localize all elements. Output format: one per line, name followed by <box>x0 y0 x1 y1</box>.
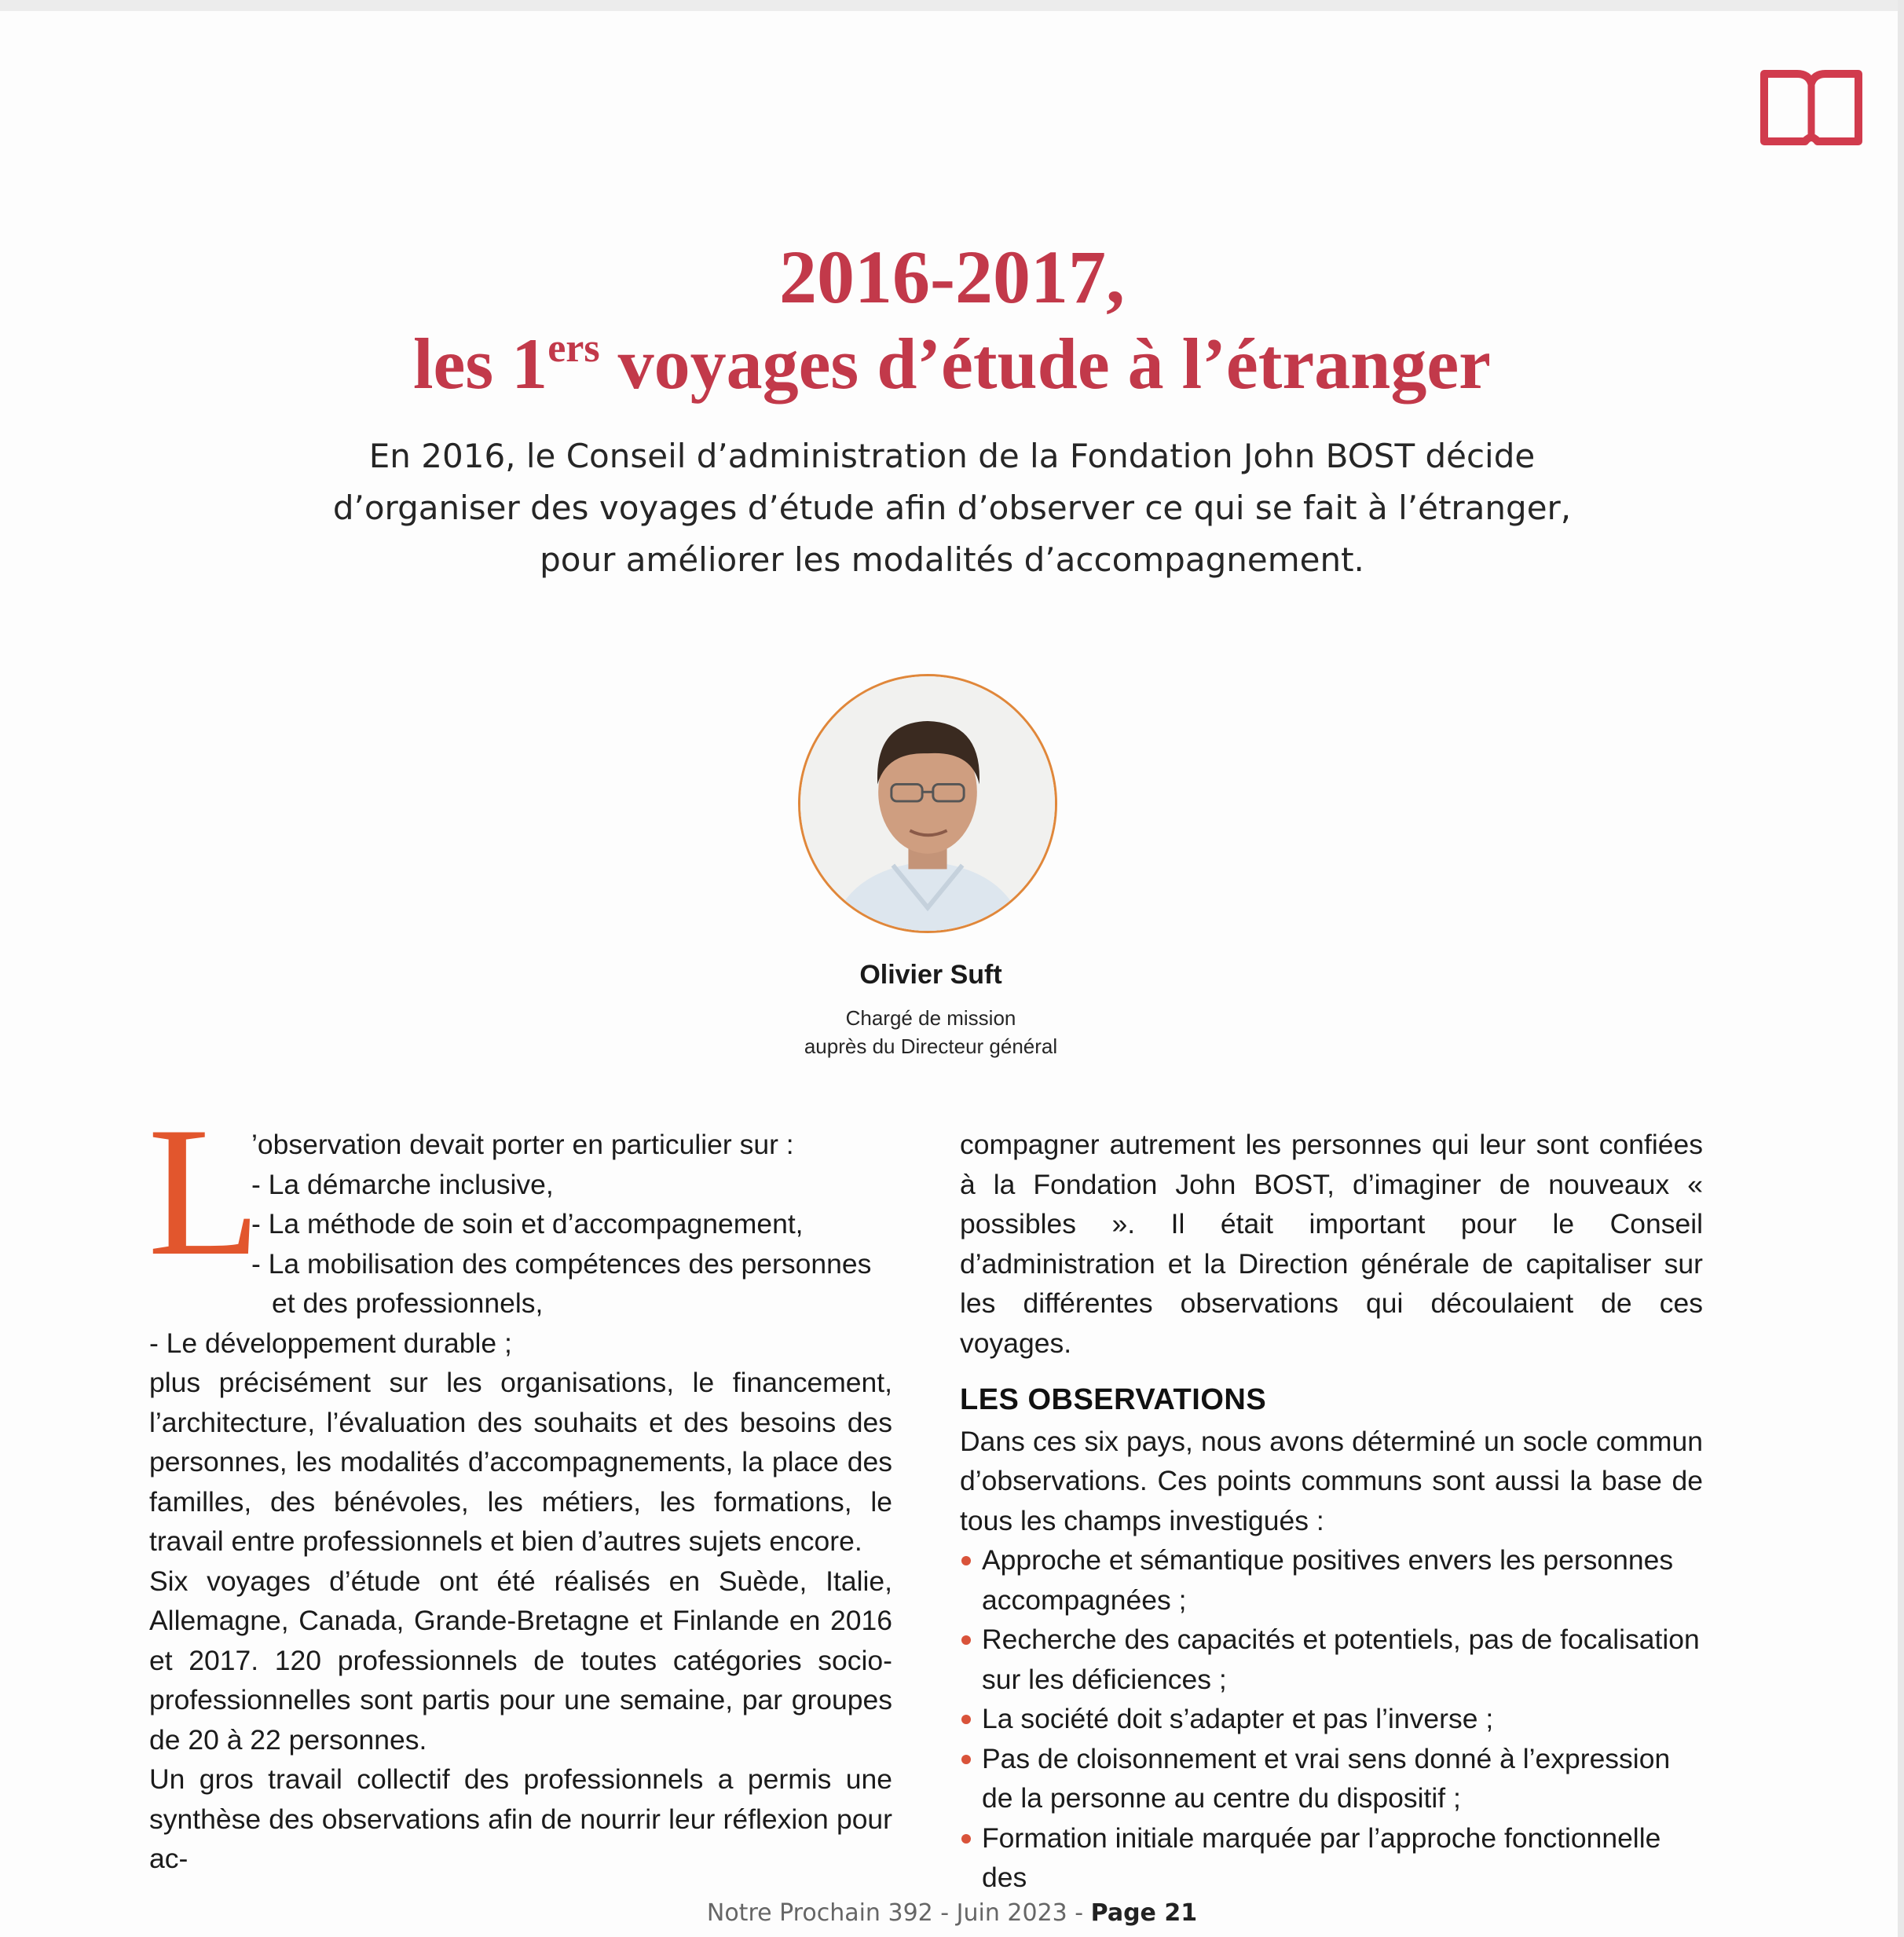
page-footer <box>0 1899 1904 1927</box>
title-line-2-end: voyages d’étude à l’étranger <box>599 324 1492 405</box>
person-role-line-1: Chargé de mission <box>845 1006 1016 1030</box>
body-paragraph: plus précisément sur les organisations, le financement, l’architecture, l’évaluation des souhaits et des besoins des personnes, les modalités d’accompagnements, la place des familles, des bénévoles, les métiers, les formations, le travail entre professionnels et bien d’autres sujets encore. <box>149 1367 892 1557</box>
list-item: - La méthode de soin et d’accompagnement, <box>251 1208 804 1239</box>
body-paragraph: compagner autrement les personnes qui leur sont confiées à la Fondation John BOST, d’imaginer de nouveaux « possibles ». Il était important pour le Conseil d’administration et la Direction générale de capitaliser sur les différentes observations qui découlaient de ces voyages. <box>960 1129 1703 1359</box>
person-name: Olivier Suft <box>859 960 1002 990</box>
intro-line-1: En 2016, le Conseil d’administration de la Fondation John BOST décide <box>368 437 1536 475</box>
list-item: - La démarche inclusive, <box>251 1168 554 1200</box>
bullet-item: La société doit s’adapter et pas l’inverse ; <box>960 1699 1703 1739</box>
title-line-2-start: les 1 <box>412 324 548 405</box>
body-paragraph: Dans ces six pays, nous avons déterminé un socle commun d’observations. Ces points communs sont aussi la base de tous les champs investigués : <box>960 1425 1703 1536</box>
page-number: Page 21 <box>1090 1899 1198 1927</box>
bullet-item: Formation initiale marquée par l’approche fonctionnelle des <box>960 1818 1703 1898</box>
body-paragraph: Six voyages d’étude ont été réalisés en Suède, Italie, Allemagne, Canada, Grande-Bretagne et Finlande en 2016 et 2017. 120 professionnels de toutes catégories socio-professionnelles sont partis pour une semaine, par groupes de 20 à 22 personnes. <box>149 1565 892 1756</box>
title-line-1: 2016-2017, <box>779 235 1125 319</box>
bullet-item: Pas de cloisonnement et vrai sens donné à l’expression de la personne au centre du dispositif ; <box>960 1739 1703 1818</box>
observation-topics-list <box>149 1165 892 1324</box>
drop-cap: L <box>148 1089 262 1294</box>
title-line-2 <box>0 321 1904 407</box>
title-superscript: ers <box>547 326 600 372</box>
observations-bullet-list <box>960 1540 1703 1898</box>
observation-topics-list-end <box>149 1324 892 1364</box>
list-item: - Le développement durable ; <box>149 1327 512 1359</box>
list-item: - La mobilisation des compétences des personnes et des professionnels, <box>251 1247 872 1319</box>
portrait-illustration <box>800 676 1055 931</box>
portrait-photo <box>798 674 1057 933</box>
right-column <box>960 1125 1703 1898</box>
section-heading: LES OBSERVATIONS <box>960 1383 1267 1416</box>
lead-sentence: ’observation devait porter en particulier sur : <box>251 1129 794 1160</box>
footer-publication: Notre Prochain 392 - Juin 2023 - <box>706 1899 1091 1927</box>
bullet-item: Recherche des capacités et potentiels, pas de focalisation sur les déficiences ; <box>960 1620 1703 1699</box>
left-column <box>149 1125 892 1879</box>
article-title <box>0 233 1904 407</box>
bullet-item: Approche et sémantique positives envers les personnes accompagnées ; <box>960 1540 1703 1620</box>
intro-paragraph <box>298 430 1606 586</box>
intro-line-2: d’organiser des voyages d’étude afin d’observer ce qui se fait à l’étranger, <box>332 489 1572 527</box>
open-book-icon <box>1759 66 1863 148</box>
person-role-line-2: auprès du Directeur général <box>804 1034 1058 1058</box>
person-role <box>754 1004 1108 1060</box>
page-edge-top <box>0 0 1904 11</box>
body-paragraph: Un gros travail collectif des professionnels a permis une synthèse des observations afin de nourrir leur réflexion pour ac- <box>149 1763 892 1874</box>
intro-line-3: pour améliorer les modalités d’accompagnement. <box>540 540 1364 579</box>
